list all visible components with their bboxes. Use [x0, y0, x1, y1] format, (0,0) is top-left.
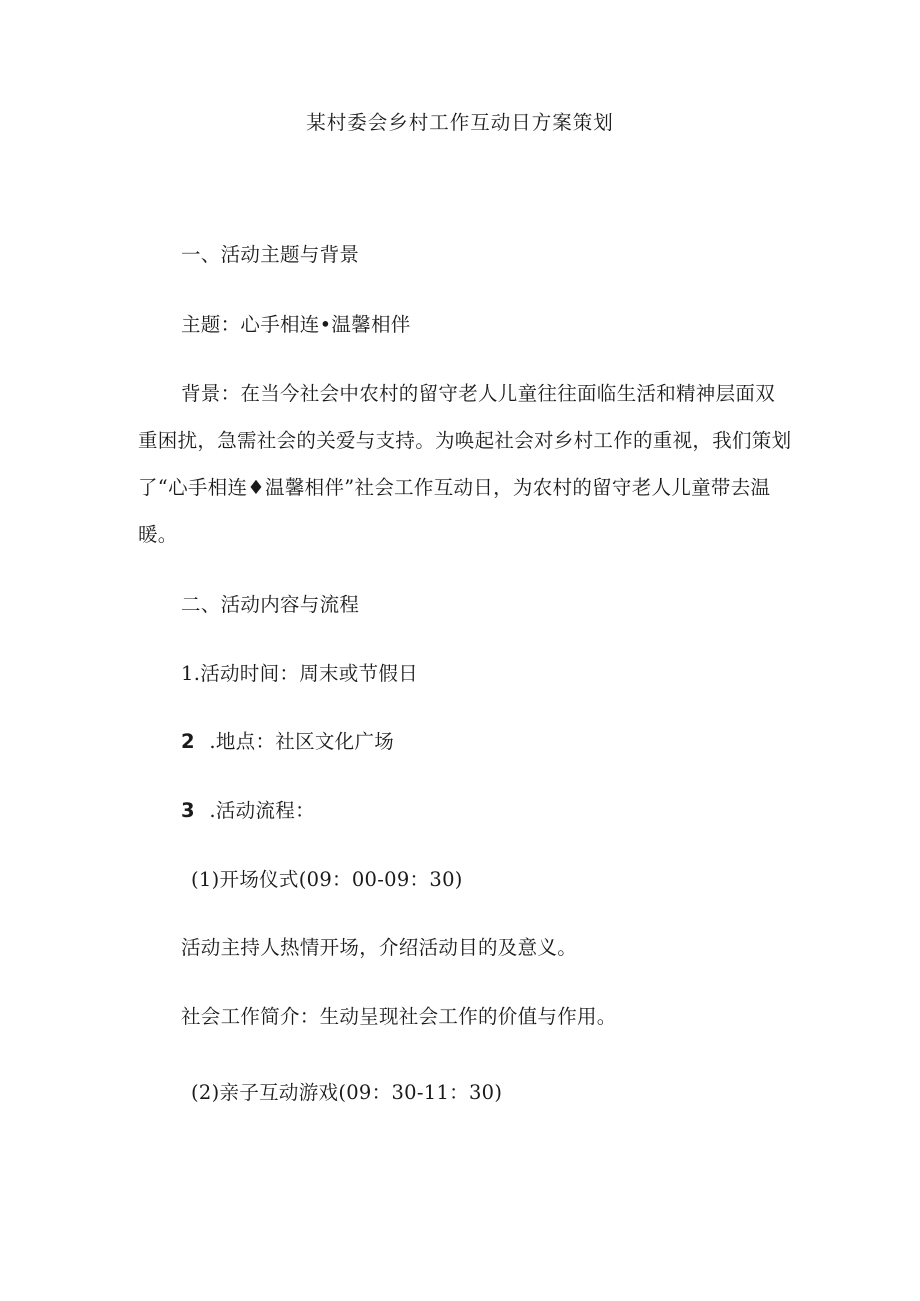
section-heading-content-process: 二、活动内容与流程 — [181, 593, 360, 616]
section-heading-theme-background: 一、活动主题与背景 — [181, 243, 360, 266]
theme-line: 主题：心手相连•温馨相伴 — [181, 313, 411, 336]
document-title: 某村委会乡村工作互动日方案策划 — [306, 111, 614, 134]
background-line: 背景：在当今社会中农村的留守老人儿童往往面临生活和精神层面双 — [181, 382, 776, 405]
process-step-parent-child-games: (2)亲子互动游戏(09：30-11：30) — [191, 1081, 503, 1104]
background-line: 暖。 — [138, 523, 178, 546]
list-item-number: 2 — [181, 730, 195, 753]
list-item-process — [181, 799, 315, 823]
list-item-location — [181, 730, 394, 754]
list-item-number: 3 — [181, 799, 195, 822]
list-item-time: 1.活动时间：周末或节假日 — [181, 662, 419, 685]
step-description: 活动主持人热情开场，介绍活动目的及意义。 — [181, 936, 578, 959]
background-line: 了“心手相连♦温馨相伴”社会工作互动日，为农村的留守老人儿童带去温 — [138, 476, 771, 499]
background-line: 重困扰，急需社会的关爱与支持。为唤起社会对乡村工作的重视，我们策划 — [138, 429, 792, 452]
list-item-text: .活动流程： — [209, 799, 315, 822]
process-step-opening: (1)开场仪式(09：00-09：30) — [191, 868, 463, 891]
step-description: 社会工作简介：生动呈现社会工作的价值与作用。 — [181, 1005, 617, 1028]
list-item-text: .地点：社区文化广场 — [209, 730, 395, 753]
